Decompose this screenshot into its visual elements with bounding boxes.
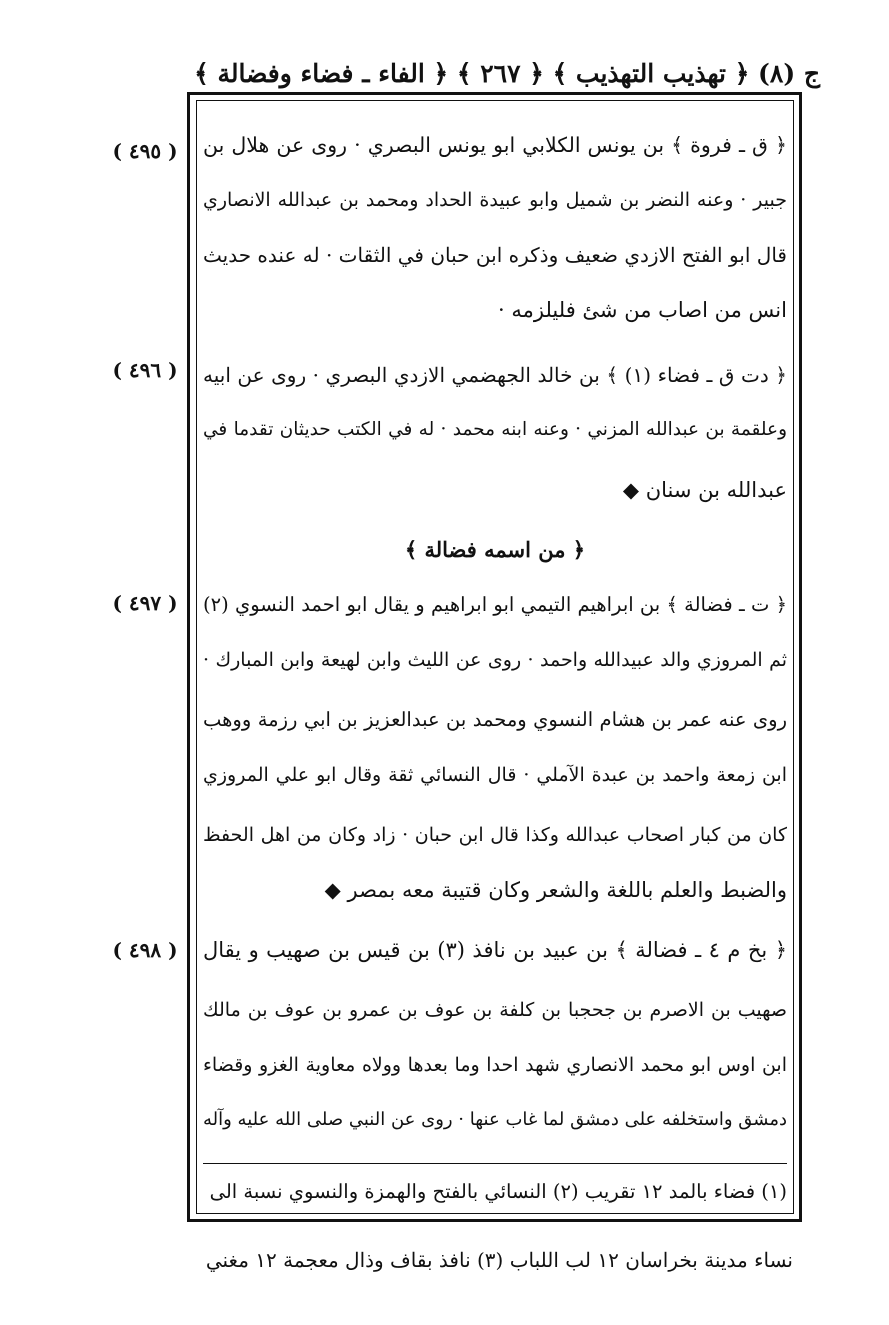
entry-495-line-4: انس من اصاب من شئ فليلزمه · bbox=[498, 298, 787, 322]
entry-495-line-2: جبير · وعنه النضر بن شميل وابو عبيدة الحداد ومحمد بن عبدالله الانصاري bbox=[203, 189, 787, 211]
entry-number-498: ( ٤٩٨ ) bbox=[112, 938, 178, 962]
entry-number-496: ( ٤٩٦ ) bbox=[112, 358, 178, 382]
entry-497-line-1: ﴿ ت ـ فضالة ﴾ بن ابراهيم التيمي ابو ابراهيم و يقال ابو احمد النسوي (٢) bbox=[203, 593, 787, 616]
running-header: ج (٨) ﴿ تهذيب التهذيب ﴾ ﴿ ٢٦٧ ﴾ ﴿ الفاء ـ فضاء وفضالة ﴾ bbox=[194, 59, 820, 88]
entry-496-line-2: وعلقمة بن عبدالله المزني · وعنه ابنه محمد · له في الكتب حديثان تقدما في bbox=[203, 419, 787, 440]
entry-498-line-1: ﴿ بخ م ٤ ـ فضالة ﴾ بن عبيد بن نافذ (٣) بن قيس بن صهيب و يقال bbox=[203, 938, 787, 962]
section-heading: ﴿ من اسمه فضالة ﴾ bbox=[404, 537, 586, 562]
entry-497-line-6: والضبط والعلم باللغة والشعر وكان قتيبة معه بمصر ◆ bbox=[324, 878, 787, 902]
footnote-rule bbox=[203, 1163, 787, 1164]
entry-496-line-3: عبدالله بن سنان ◆ bbox=[622, 478, 787, 502]
entry-498-line-2: صهيب بن الاصرم بن جحجبا بن كلفة بن عوف بن عمرو بن عوف بن مالك bbox=[203, 999, 787, 1021]
entry-496-line-1: ﴿ دت ق ـ فضاء (١) ﴾ بن خالد الجهضمي الازدي البصري · روى عن ابيه bbox=[203, 363, 787, 387]
entry-495-line-1: ﴿ ق ـ فروة ﴾ بن يونس الكلابي ابو يونس البصري · روى عن هلال بن bbox=[203, 133, 787, 157]
entry-497-line-4: ابن زمعة واحمد بن عبدة الآملي · قال النسائي ثقة وقال ابو علي المروزي bbox=[203, 764, 787, 786]
footnote-line-1: (١) فضاء بالمد ١٢ تقريب (٢) النسائي بالفتح والهمزة والنسوي نسبة الى bbox=[209, 1180, 787, 1203]
entry-497-line-5: كان من كبار اصحاب عبدالله وكذا قال ابن حبان · زاد وكان من اهل الحفظ bbox=[203, 824, 787, 846]
entry-number-497: ( ٤٩٧ ) bbox=[112, 591, 178, 615]
entry-497-line-2: ثم المروزي والد عبيدالله واحمد · روى عن الليث وابن لهيعة وابن المبارك · bbox=[203, 649, 787, 671]
entry-number-495: ( ٤٩٥ ) bbox=[112, 139, 178, 163]
entry-497-line-3: روى عنه عمر بن هشام النسوي ومحمد بن عبدالعزيز بن ابي رزمة ووهب bbox=[203, 708, 787, 731]
entry-498-line-3: ابن اوس ابو محمد الانصاري شهد احدا وما بعدها وولاه معاوية الغزو وقضاء bbox=[203, 1054, 787, 1076]
entry-495-line-3: قال ابو الفتح الازدي ضعيف وذكره ابن حبان في الثقات · له عنده حديث bbox=[203, 243, 787, 267]
entry-498-line-4: دمشق واستخلفه على دمشق لما غاب عنها · روى عن النبي صلى الله عليه وآله bbox=[203, 1109, 787, 1130]
footnote-line-2: نساء مدينة بخراسان ١٢ لب اللباب (٣) نافذ بقاف وذال معجمة ١٢ مغني bbox=[205, 1248, 793, 1272]
